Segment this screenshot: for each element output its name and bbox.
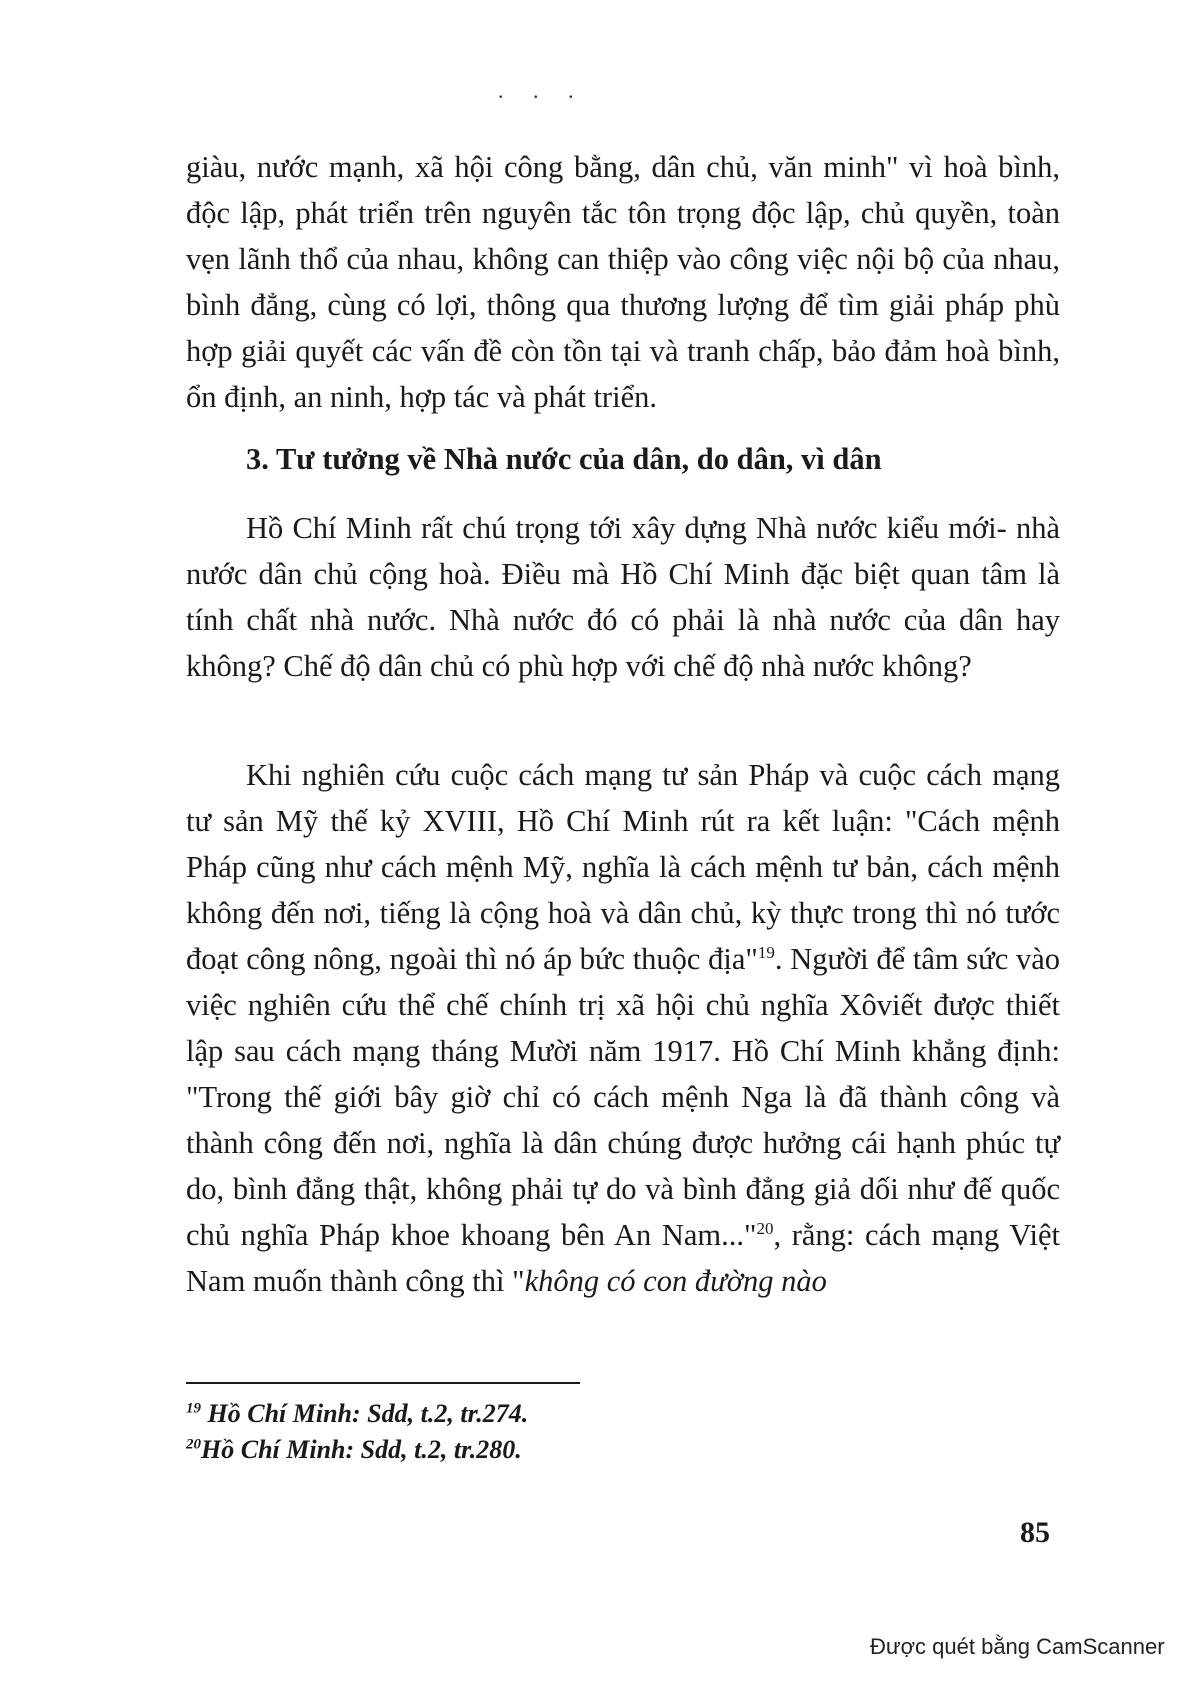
paragraph-2 (186, 505, 1060, 689)
paragraph-2-text: Hồ Chí Minh rất chú trọng tới xây dựng Nhà nước kiểu mới- nhà nước dân chủ cộng hoà. Điều mà Hồ Chí Minh đặc biệt quan tâm là tính chất nhà nước. Nhà nước đó có phải là nhà nước của dân hay không? Chế độ dân chủ có phù hợp với chế độ nhà nước không? (186, 511, 1060, 683)
paragraph-3-part-3: , rằng: cách mạng Việt Nam muốn thành công thì " (186, 1218, 1060, 1298)
paragraph-3 (186, 752, 1060, 1304)
header-dots: . . . (498, 78, 586, 103)
footnote-19 (186, 1396, 886, 1432)
paragraph-1-text: giàu, nước mạnh, xã hội công bằng, dân chủ, văn minh" vì hoà bình, độc lập, phát triển trên nguyên tắc tôn trọng độc lập, chủ quyền, toàn vẹn lãnh thổ của nhau, không can thiệp vào công việc nội bộ của nhau, bình đẳng, cùng có lợi, thông qua thương lượng để tìm giải pháp phù hợp giải quyết các vấn đề còn tồn tại và tranh chấp, bảo đảm hoà bình, ổn định, an ninh, hợp tác và phát triển. (186, 150, 1060, 414)
footnote-divider (186, 1382, 580, 1384)
section-heading: 3. Tư tưởng về Nhà nước của dân, do dân, vì dân (246, 442, 882, 476)
paragraph-3-part-2: . Người để tâm sức vào việc nghiên cứu thể chế chính trị xã hội chủ nghĩa Xôviết được thiết lập sau cách mạng tháng Mười năm 1917. Hồ Chí Minh khẳng định: "Trong thế giới bây giờ chỉ có cách mệnh Nga là đã thành công và thành công đến nơi, nghĩa là dân chúng được hưởng cái hạnh phúc tự do, bình đẳng thật, không phải tự do và bình đẳng giả dối như đế quốc chủ nghĩa Pháp khoe khoang bên An Nam..." (186, 942, 1060, 1252)
footnote-ref-20: 20 (756, 1218, 774, 1238)
paragraph-continuation (186, 144, 1060, 420)
footnote-20 (186, 1432, 886, 1468)
paragraph-3-part-1: Khi nghiên cứu cuộc cách mạng tư sản Pháp và cuộc cách mạng tư sản Mỹ thế kỷ XVIII, Hồ Chí Minh rút ra kết luận: "Cách mệnh Pháp cũng như cách mệnh Mỹ, nghĩa là cách mệnh tư bản, cách mệnh không đến nơi, tiếng là cộng hoà và dân chủ, kỳ thực trong thì nó tước đoạt công nông, ngoài thì nó áp bức thuộc địa" (186, 758, 1060, 976)
footnote-ref-19: 19 (757, 942, 775, 962)
paragraph-3-italic-quote: không có con đường nào (524, 1264, 827, 1298)
footnotes (186, 1396, 886, 1468)
footnote-19-text: Hồ Chí Minh: Sdd, t.2, tr.274. (201, 1399, 529, 1428)
footnote-19-number: 19 (186, 1400, 201, 1417)
scanner-watermark: Được quét bằng CamScanner (870, 1634, 1165, 1659)
footnote-20-number: 20 (186, 1436, 201, 1453)
footnote-20-text: Hồ Chí Minh: Sdd, t.2, tr.280. (201, 1435, 522, 1464)
paragraph-3-text (186, 752, 1060, 1304)
page-number: 85 (1020, 1516, 1050, 1549)
